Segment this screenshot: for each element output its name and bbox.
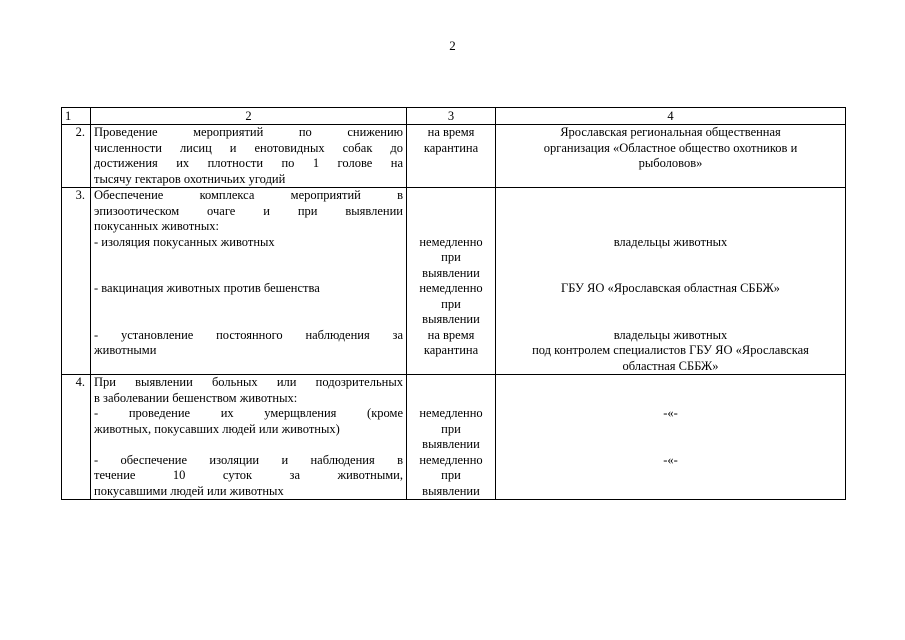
table-header-row — [62, 108, 846, 125]
responsible-line: -«- — [663, 406, 678, 420]
deadline-line: выявлении — [422, 312, 480, 326]
header-col-3: 3 — [407, 108, 496, 125]
deadline-line: немедленно — [419, 281, 483, 295]
row-number: 4. — [62, 375, 91, 500]
deadline-line: немедленно — [419, 234, 483, 249]
deadline-cell — [407, 375, 496, 500]
responsible-line: -«- — [663, 452, 678, 467]
header-col-1: 1 — [62, 108, 91, 125]
deadline-line: выявлении — [422, 483, 480, 498]
measure-text-line: Проведение мероприятий по снижению — [94, 125, 403, 139]
responsible-line: Ярославская региональная общественная — [560, 125, 781, 139]
deadline-line: при — [441, 468, 461, 482]
measure-cell — [91, 188, 407, 375]
responsible-cell — [496, 125, 846, 188]
deadline-line: немедленно — [419, 452, 483, 467]
measure-item-line: животными — [94, 343, 157, 357]
deadline-line: карантина — [423, 140, 479, 155]
deadline-line: карантина — [423, 343, 479, 357]
measure-text-line: Обеспечение комплекса мероприятий в — [94, 188, 403, 202]
measure-item-line: - установление постоянного наблюдения за — [94, 327, 403, 342]
responsible-cell — [496, 188, 846, 375]
table-row — [62, 375, 846, 500]
measure-item-line: покусавшими людей или животных — [94, 483, 284, 498]
measure-text-line: При выявлении больных или подозрительных — [94, 375, 403, 389]
responsible-line: областная СББЖ» — [622, 358, 719, 373]
row-number: 2. — [62, 125, 91, 188]
deadline-line: при — [441, 421, 461, 436]
measure-text-line: численности лисиц и енотовидных собак до — [94, 140, 403, 155]
measure-item-line: - изоляция покусанных животных — [94, 234, 275, 249]
deadline-line: при — [441, 250, 461, 264]
responsible-line: владельцы животных — [613, 234, 728, 249]
measure-item-line: - вакцинация животных против бешенства — [94, 281, 320, 295]
measure-item-line: животных, покусавших людей или животных) — [94, 421, 340, 436]
deadline-line: на время — [427, 327, 475, 342]
page-number: 2 — [449, 38, 456, 53]
measure-text-line: тысячу гектаров охотничьих угодий — [94, 171, 286, 186]
measure-text-line: в заболевании бешенством животных: — [94, 390, 298, 405]
deadline-line: при — [441, 296, 461, 311]
measure-item-line: течение 10 суток за животными, — [94, 468, 403, 482]
measure-text-line: достижения их плотности по 1 голове на — [94, 156, 403, 170]
deadline-line: на время — [427, 125, 475, 139]
deadline-line: выявлении — [422, 437, 480, 451]
measures-table — [61, 107, 846, 500]
responsible-cell — [496, 375, 846, 500]
measure-item-line: - проведение их умерщвления (кроме — [94, 406, 403, 420]
header-col-2: 2 — [91, 108, 407, 125]
responsible-line: под контролем специалистов ГБУ ЯО «Ярославская — [532, 343, 809, 357]
table-row — [62, 125, 846, 188]
measure-text-line: эпизоотическом очаге и при выявлении — [94, 203, 403, 218]
responsible-line: организация «Областное общество охотников и — [543, 140, 798, 155]
responsible-line: ГБУ ЯО «Ярославская областная СББЖ» — [561, 281, 780, 295]
responsible-line: рыболовов» — [638, 156, 703, 170]
header-col-4: 4 — [496, 108, 846, 125]
deadline-cell — [407, 125, 496, 188]
deadline-line: немедленно — [419, 406, 483, 420]
responsible-line: владельцы животных — [613, 327, 728, 342]
deadline-cell — [407, 188, 496, 375]
table-row — [62, 188, 846, 375]
measure-item-line: - обеспечение изоляции и наблюдения в — [94, 452, 403, 467]
measure-text-line: покусанных животных: — [94, 219, 219, 233]
measure-cell — [91, 375, 407, 500]
row-number: 3. — [62, 188, 91, 375]
measure-cell — [91, 125, 407, 188]
deadline-line: выявлении — [422, 265, 480, 280]
